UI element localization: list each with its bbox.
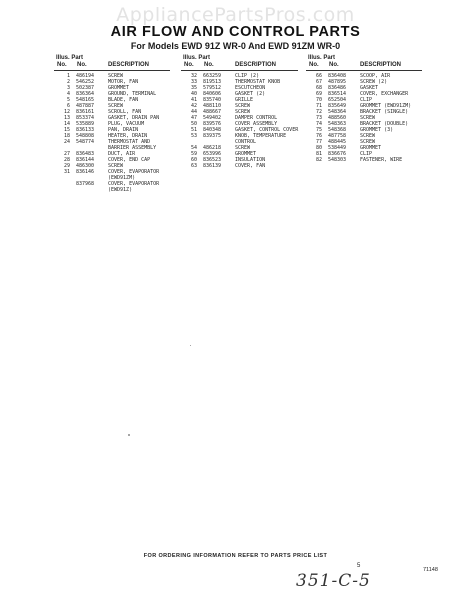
part-number: 663259 [203, 73, 222, 79]
part-number: 836133 [76, 127, 95, 133]
illus-number: 44 [190, 109, 197, 115]
part-description: COVER, END CAP [108, 157, 151, 163]
part-number: 548303 [328, 157, 347, 163]
part-description: THERMOSTAT AND [108, 139, 151, 145]
page-number: 5 [357, 563, 361, 569]
parts-list [306, 73, 422, 163]
ordering-footer: FOR ORDERING INFORMATION REFER TO PARTS PRICE LIST [143, 553, 328, 559]
description-header: DESCRIPTION [235, 62, 277, 68]
part-number: 836676 [328, 151, 347, 157]
scan-speck [190, 345, 191, 346]
illus-number: 53 [190, 133, 197, 139]
part-description: PLUG, VACUUM [108, 121, 145, 127]
illus-number: 29 [63, 163, 70, 169]
part-number: 487887 [76, 103, 95, 109]
part-number: 538449 [328, 145, 347, 151]
part-number: 502387 [76, 85, 95, 91]
part-description: CLIP [360, 97, 373, 103]
illus-number: 74 [315, 121, 322, 127]
illus-number: 13 [63, 115, 70, 121]
column-header [181, 55, 298, 73]
illus-number: 3 [66, 85, 70, 91]
illus-part-header: Illus. Part [308, 55, 336, 61]
part-number: 836146 [76, 169, 95, 175]
part-number: 840606 [203, 91, 222, 97]
part-description: SCREW [235, 103, 251, 109]
illus-number: 51 [190, 127, 197, 133]
part-number: 535889 [76, 121, 95, 127]
part-description: GROMMET [235, 151, 257, 157]
illus-number: 31 [63, 169, 70, 175]
part-number: 853374 [76, 115, 95, 121]
part-description: INSULATION [235, 157, 266, 163]
parts-row [181, 163, 298, 169]
illus-number: 14 [63, 121, 70, 127]
part-description: GASKET, DRAIN PAN [108, 115, 160, 121]
illus-number: 5 [66, 97, 70, 103]
part-number: 836364 [76, 91, 95, 97]
illus-number: 69 [315, 91, 322, 97]
part-description: GROMMET [108, 85, 130, 91]
part-description: BRACKET (SINGLE) [360, 109, 409, 115]
part-description: COVER, EXCHANGER [360, 91, 409, 97]
part-number: 486218 [203, 145, 222, 151]
illus-number: 42 [190, 103, 197, 109]
part-no-header: No. [204, 62, 214, 68]
illus-part-header: Illus. Part [56, 55, 84, 61]
part-number: 840348 [203, 127, 222, 133]
illus-number: 1 [66, 73, 70, 79]
part-description-line-2: CONTROL [235, 139, 257, 145]
part-number: 546252 [76, 79, 95, 85]
illus-number: 18 [63, 133, 70, 139]
illus-number: 47 [190, 115, 197, 121]
column-header [306, 55, 422, 73]
part-description: GASKET, CONTROL COVER [235, 127, 299, 133]
part-description: SCROLL, FAN [108, 109, 142, 115]
header-rule [306, 70, 422, 71]
scan-speck [128, 434, 130, 436]
watermark-logo: AppliancePartsPros.com [116, 4, 355, 26]
part-description: BRACKET (DOUBLE) [360, 121, 409, 127]
part-number: 488560 [328, 115, 347, 121]
parts-column-2 [181, 55, 298, 169]
illus-no-header: No. [184, 62, 194, 68]
illus-number: 75 [315, 127, 322, 133]
part-number: 488667 [203, 109, 222, 115]
part-description: SCOOP, AIR [360, 73, 391, 79]
part-number: 819513 [203, 79, 222, 85]
part-description: SCREW [360, 115, 376, 121]
part-description: SCREW (2) [360, 79, 388, 85]
part-description-line-2: (EWD91ZM) [108, 175, 136, 181]
illus-number: 40 [190, 91, 197, 97]
illus-number: 35 [190, 85, 197, 91]
parts-row [54, 169, 170, 181]
header-rule [54, 70, 170, 71]
part-number: 548363 [328, 121, 347, 127]
part-description: ESCUTCHEON [235, 85, 266, 91]
part-description: SCREW [360, 133, 376, 139]
illus-number: 41 [190, 97, 197, 103]
part-description: CLIP [360, 151, 373, 157]
header-rule [181, 70, 298, 71]
illus-no-header: No. [57, 62, 67, 68]
part-number: 836523 [203, 157, 222, 163]
illus-number: 63 [190, 163, 197, 169]
illus-number: 73 [315, 115, 322, 121]
illus-number: 33 [190, 79, 197, 85]
part-description-line-2: BARRIER ASSEMBLY [108, 145, 157, 151]
illus-number: 80 [315, 145, 322, 151]
part-description: SCREW [108, 163, 124, 169]
part-description: GRILLE [235, 97, 254, 103]
part-description: SCREW [108, 73, 124, 79]
part-number: 548368 [328, 127, 347, 133]
part-description-line-2: (EWD91Z) [108, 187, 133, 193]
part-description: COVER ASSEMBLY [235, 121, 278, 127]
illus-number: 82 [315, 157, 322, 163]
part-number: 487758 [328, 133, 347, 139]
illus-number: 60 [190, 157, 197, 163]
illus-number: 28 [63, 157, 70, 163]
part-description: COVER, EVAPORATOR [108, 181, 160, 187]
part-description: GROMMET (3) [360, 127, 394, 133]
part-number: 836161 [76, 109, 95, 115]
part-number: 836408 [328, 73, 347, 79]
part-number: 652504 [328, 97, 347, 103]
illus-part-header: Illus. Part [183, 55, 211, 61]
part-description: KNOB, TEMPERATURE [235, 133, 287, 139]
description-header: DESCRIPTION [360, 62, 402, 68]
part-no-header: No. [77, 62, 87, 68]
illus-no-header: No. [309, 62, 319, 68]
part-number: 835740 [203, 97, 222, 103]
illus-number: 4 [66, 91, 70, 97]
part-description: DAMPER CONTROL [235, 115, 278, 121]
parts-row [54, 139, 170, 151]
part-description: GROMMET [360, 145, 382, 151]
part-description: CLIP (2) [235, 73, 260, 79]
parts-row [306, 157, 422, 163]
illus-number: 71 [315, 103, 322, 109]
document-code: 71148 [423, 567, 438, 573]
part-description: COVER, EVAPORATOR [108, 169, 160, 175]
illus-number: 59 [190, 151, 197, 157]
part-number: 488445 [328, 139, 347, 145]
page-subtitle: For Models EWD 91Z WR-0 And EWD 91ZM WR-0 [130, 41, 341, 51]
part-number: 839375 [203, 133, 222, 139]
illus-number: 67 [315, 79, 322, 85]
part-number: 653996 [203, 151, 222, 157]
part-description: FASTENER, WIRE [360, 157, 403, 163]
part-number: 486300 [76, 163, 95, 169]
part-description: SCREW [235, 145, 251, 151]
illus-number: 15 [63, 127, 70, 133]
part-description: DUCT, AIR [108, 151, 136, 157]
parts-column-1 [54, 55, 170, 193]
part-description: SCREW [360, 139, 376, 145]
illus-number: 50 [190, 121, 197, 127]
illus-number: 24 [63, 139, 70, 145]
part-description: COVER, FAN [235, 163, 266, 169]
part-number: 836144 [76, 157, 95, 163]
part-number: 549402 [203, 115, 222, 121]
part-number: 836483 [76, 151, 95, 157]
illus-number: 66 [315, 73, 322, 79]
column-header [54, 55, 170, 73]
part-number: 839576 [203, 121, 222, 127]
illus-number: 12 [63, 109, 70, 115]
part-description: SCREW [235, 109, 251, 115]
illus-number: 72 [315, 109, 322, 115]
part-description: MOTOR, FAN [108, 79, 139, 85]
part-number: 836139 [203, 163, 222, 169]
illus-number: 68 [315, 85, 322, 91]
description-header: DESCRIPTION [108, 62, 150, 68]
parts-row [54, 181, 170, 193]
parts-column-3 [306, 55, 422, 163]
part-number: 579512 [203, 85, 222, 91]
part-number: 548774 [76, 139, 95, 145]
part-number: 548808 [76, 133, 95, 139]
page-title: AIR FLOW AND CONTROL PARTS [110, 24, 361, 40]
part-number: 836486 [328, 85, 347, 91]
parts-row [181, 133, 298, 145]
part-number: 487895 [328, 79, 347, 85]
handwritten-note: 351-C-5 [296, 571, 371, 591]
part-number: 548165 [76, 97, 95, 103]
part-number: 488110 [203, 103, 222, 109]
illus-number: 81 [315, 151, 322, 157]
parts-list [181, 73, 298, 169]
part-description: PAN, DRAIN [108, 127, 139, 133]
part-number: 835649 [328, 103, 347, 109]
part-description: SCREW [108, 103, 124, 109]
illus-number: 77 [315, 139, 322, 145]
part-number: 836514 [328, 91, 347, 97]
part-number: 548364 [328, 109, 347, 115]
part-description: GROMMET (EWD91ZM) [360, 103, 412, 109]
illus-number: 76 [315, 133, 322, 139]
parts-list [54, 73, 170, 193]
illus-number: 6 [66, 103, 70, 109]
illus-number: 27 [63, 151, 70, 157]
part-description: THERMOSTAT KNOB [235, 79, 281, 85]
part-description: GASKET (2) [235, 91, 266, 97]
illus-number: 2 [66, 79, 70, 85]
part-no-header: No. [329, 62, 339, 68]
illus-number: 32 [190, 73, 197, 79]
part-description: GROUND, TERMINAL [108, 91, 157, 97]
part-description: BLADE, FAN [108, 97, 139, 103]
part-number: 486194 [76, 73, 95, 79]
part-number: 837968 [76, 181, 95, 187]
part-description: GASKET [360, 85, 379, 91]
illus-number: 54 [190, 145, 197, 151]
illus-number: 70 [315, 97, 322, 103]
part-description: HEATER, DRAIN [108, 133, 148, 139]
